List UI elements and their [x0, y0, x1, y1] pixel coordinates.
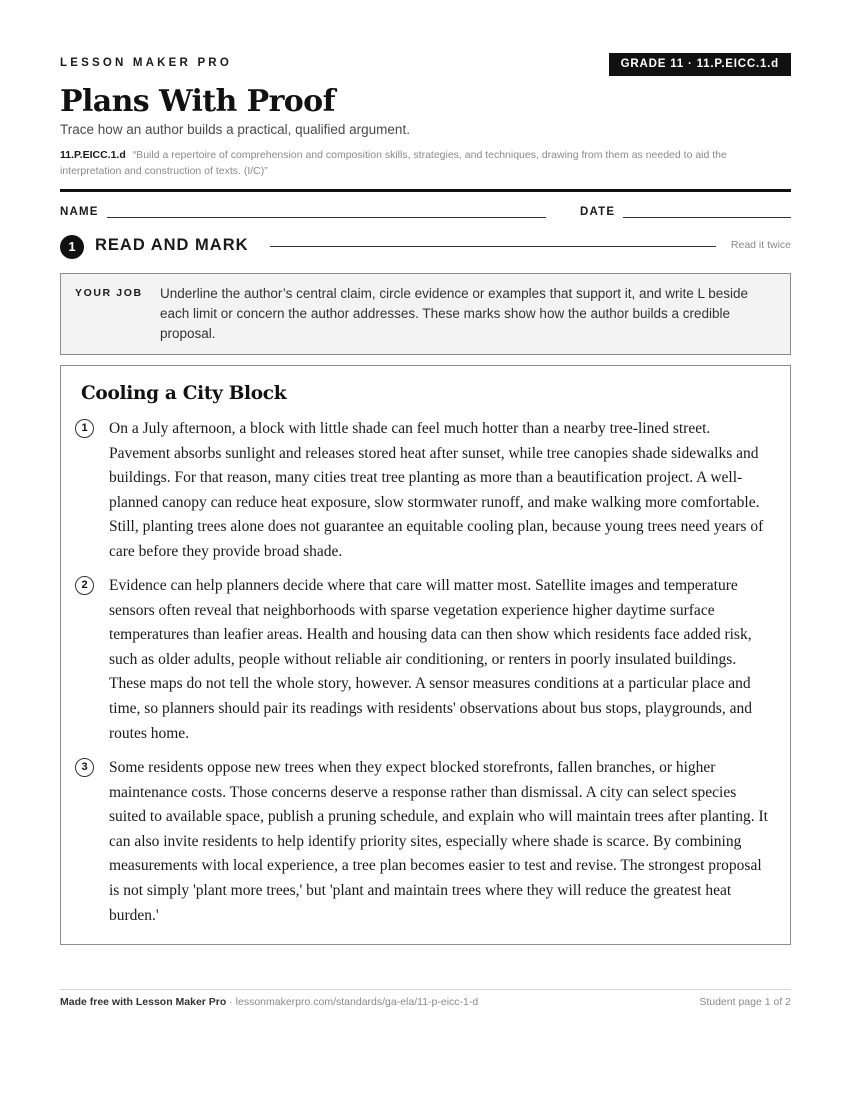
name-field[interactable] — [107, 217, 546, 218]
section-note: Read it twice — [730, 239, 791, 251]
footer-credit — [60, 996, 478, 1008]
paragraph-number: 1 — [75, 419, 94, 438]
grade-badge: GRADE 11 · 11.P.EICC.1.d — [609, 53, 791, 76]
paragraph-text: On a July afternoon, a block with little shade can feel much hotter than a nearby tree-lined street. Pavement absorbs sunlight and releases stored heat after sunset, while tree canopies shade sidewalks and buildings. For that reason, many cities treat tree planting as more than a beautification project. A well-planned canopy can reduce heat exposure, slow stormwater runoff, and make walking more comfortable. Still, planting trees alone does not guarantee an equitable cooling plan, because young trees need years of care before they provide broad shade. — [109, 420, 764, 560]
footer-divider — [60, 989, 791, 990]
passage-title: Cooling a City Block — [81, 383, 287, 404]
name-label: NAME — [60, 206, 99, 218]
page-indicator: Student page 1 of 2 — [699, 996, 791, 1008]
reading-passage — [60, 365, 791, 945]
passage-paragraph-2 — [75, 574, 775, 746]
date-label: DATE — [580, 206, 616, 218]
standard-description — [60, 147, 791, 179]
section-divider — [270, 246, 716, 247]
paragraph-number: 2 — [75, 576, 94, 595]
standard-code: 11.P.EICC.1.d — [60, 149, 126, 161]
worksheet-page — [60, 0, 791, 1100]
passage-paragraph-1 — [75, 417, 775, 565]
standard-text: “Build a repertoire of comprehension and composition skills, strategies, and techniques, drawing from them as needed to aid the interpretation and construction of texts. (I/C)” — [60, 149, 727, 177]
instructions-label: YOUR JOB — [75, 287, 143, 299]
footer-made-with: Made free with Lesson Maker Pro — [60, 996, 227, 1008]
footer-url[interactable]: · lessonmakerpro.com/standards/ga-ela/11-p-eicc-1-d — [226, 996, 479, 1008]
brand-name: LESSON MAKER PRO — [60, 57, 232, 69]
instructions-box — [60, 273, 791, 355]
paragraph-text: Evidence can help planners decide where that care will matter most. Satellite images and temperature sensors often reveal that neighborhoods with sparse vegetation experience higher daytime surface temperatures than leafier areas. Health and housing data can then show which residents face added risk, such as older adults, people without reliable air conditioning, or renters in poorly insulated buildings. These maps do not tell the whole story, however. A sensor measures conditions at a particular place and time, so planners should pair its readings with residents' observations about bus stops, playgrounds, and routes home. — [109, 577, 752, 742]
paragraph-text: Some residents oppose new trees when they expect blocked storefronts, fallen branches, or higher maintenance costs. Those concerns deserve a response rather than dismissal. A city can select species suited to available space, publish a pruning schedule, and explain who will maintain trees after planting. It can also invite residents to help identify priority sites, especially where shade is scarce. By combining measurements with local experience, a tree plan becomes easier to test and revise. The strongest proposal is not simply 'plant more trees,' but 'plant and maintain trees where they will reduce the greatest heat burden.' — [109, 759, 768, 924]
page-subtitle: Trace how an author builds a practical, qualified argument. — [60, 122, 410, 137]
paragraph-number: 3 — [75, 758, 94, 777]
date-field[interactable] — [623, 217, 791, 218]
page-title: Plans With Proof — [60, 84, 335, 119]
section-number-badge: 1 — [60, 235, 84, 259]
passage-paragraph-3 — [75, 756, 775, 928]
header-divider — [60, 189, 791, 192]
section-title: READ AND MARK — [95, 236, 249, 254]
instructions-text: Underline the author’s central claim, circle evidence or examples that support it, and write L beside each limit or concern the author addresses. These marks show how the author builds a credible proposal. — [160, 286, 749, 341]
